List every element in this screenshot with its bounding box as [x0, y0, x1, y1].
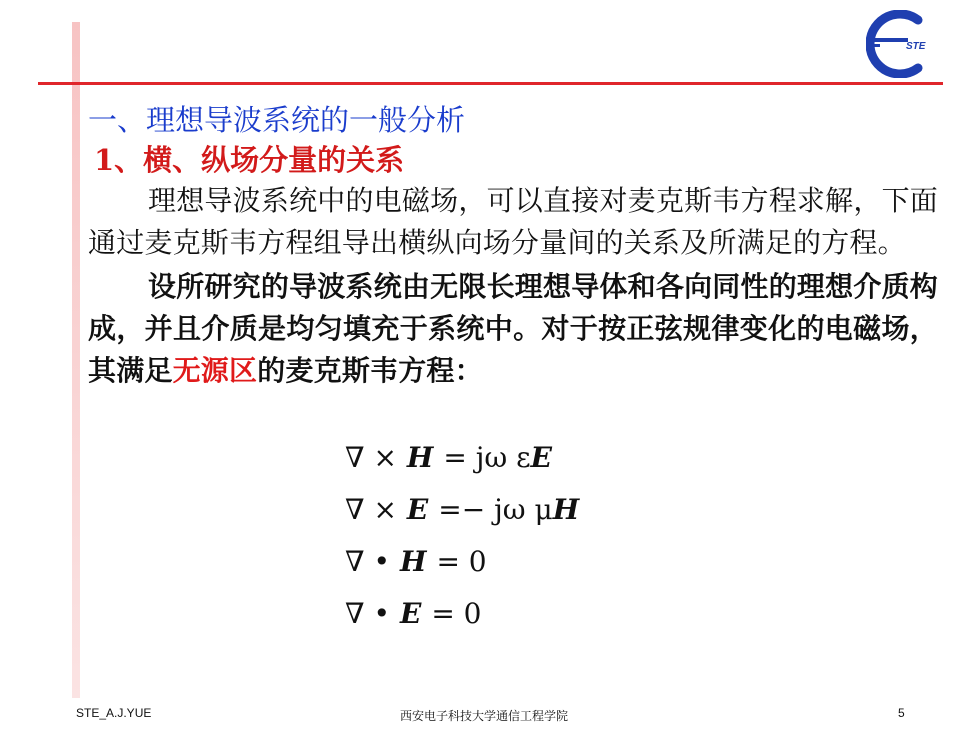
ste-logo-icon: [866, 10, 938, 78]
intro-paragraph: 理想导波系统中的电磁场，可以直接对麦克斯韦方程求解，下面通过麦克斯韦方程组导出横纵向场分量间的关系及所满足的方程。: [88, 184, 938, 259]
logo-text: STE: [906, 41, 926, 52]
maxwell-equations: [345, 432, 645, 640]
equation-div-e: ∇ • E = 0: [345, 597, 482, 630]
slide-content: [88, 100, 938, 392]
header-divider: [38, 82, 943, 85]
assumption-paragraph: [88, 266, 938, 392]
assumption-text-end: 的麦克斯韦方程：: [257, 354, 483, 387]
assumption-text: 设所研究的导波系统由无限长理想导体和各向同性的理想介质构成，并且介质是均匀填充于系统中。对于按正弦规律变化的电磁场，其满足: [88, 270, 938, 387]
footer-author: STE_A.J.YUE: [76, 706, 152, 720]
page-number: 5: [898, 706, 905, 720]
source-free-region-highlight: 无源区: [172, 354, 258, 387]
equation-curl-e: ∇ × E =− jω μH: [345, 493, 580, 526]
left-accent-bar: [72, 22, 80, 698]
equation-curl-h: ∇ × H = jω εE: [345, 441, 553, 474]
equation-div-h: ∇ • H = 0: [345, 545, 487, 578]
section-heading: 一、理想导波系统的一般分析: [88, 103, 466, 137]
subsection-heading: 1、横、纵场分量的关系: [94, 143, 405, 177]
footer-institution: 西安电子科技大学通信工程学院: [400, 709, 569, 723]
